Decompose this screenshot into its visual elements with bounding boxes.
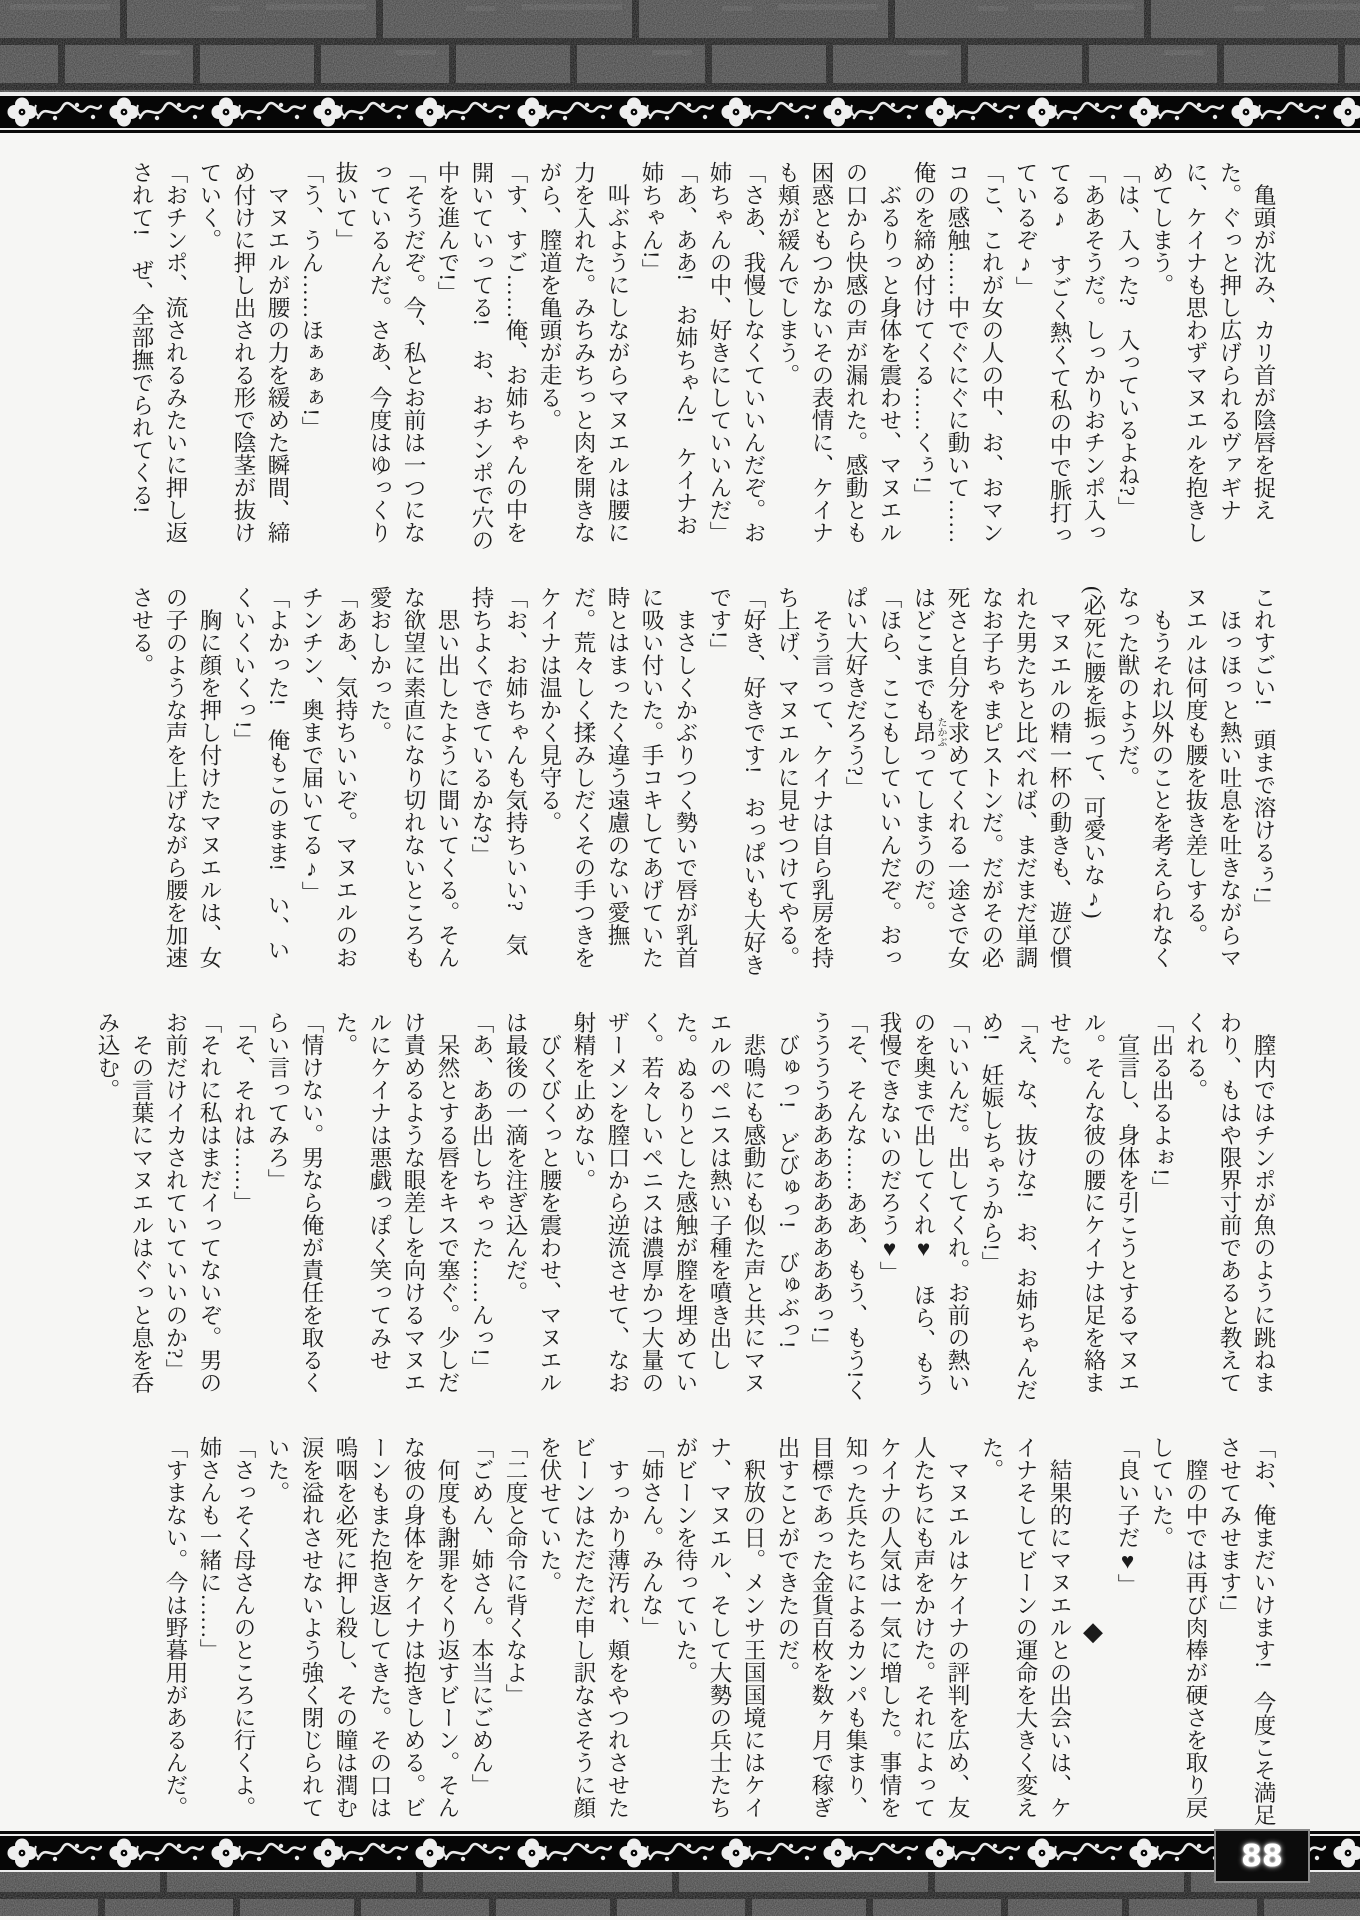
paragraph: 「お、俺まだいけます! 今度こそ満足させてみせます!」 — [1217, 1436, 1276, 1826]
paragraph: 「それに私はまだイってないぞ。男のお前だけイカされていていいのか?」 — [163, 1011, 222, 1394]
paragraph: 「いいんだ。出してくれ。お前の熱いのを奥まで出してくれ♥ ほら、もう我慢できないのだろう♥」 — [877, 1011, 970, 1396]
paragraph: 胸に顔を押し付けたマヌエルは、女の子のような声を上げながら腰を加速させる。 — [129, 586, 222, 969]
paragraph: マヌエルはケイナの評判を広め、友人たちにも声をかけた。それによってケイナの人気は一気に増した。事情を知った兵たちによるカンパも集まり、目標であった金貨百枚を数ヶ月で稼ぎ出すことができたのだ。 — [775, 1436, 970, 1819]
text-band-2 — [56, 586, 1280, 978]
paragraph: その言葉にマヌエルはぐっと息を呑み込む。 — [95, 1011, 154, 1394]
paragraph: 膣の中では再び肉棒が硬さを取り戻していた。 — [1149, 1436, 1208, 1819]
paragraph: 「う、うん……ほぁぁぁ!」 — [299, 161, 324, 439]
paragraph: 結果的にマヌエルとの出会いは、ケイナそしてビーンの運命を大きく変えた。 — [979, 1436, 1072, 1819]
paragraph: 「二度と命令に背くなよ」 — [503, 1436, 528, 1706]
paragraph: びくびくっと腰を震わせ、マヌエルは最後の一滴を注ぎ込んだ。 — [503, 1011, 562, 1394]
scene-break-mark: ◆ — [1079, 1617, 1108, 1647]
paragraph: 叫ぶようにしながらマヌエルは腰に力を入れた。みちみちっと肉を開きながら、膣道を亀頭が走る。 — [537, 161, 630, 544]
paragraph: 亀頭が沈み、カリ首が陰唇を捉えた。ぐっと押し広げられるヴァギナに、ケイナも思わずマヌエルを抱きしめてしまう。 — [1149, 161, 1276, 544]
paragraph: 呆然とする唇をキスで塞ぐ。少しだけ責めるような眼差しを向けるマヌエルにケイナは悪戯っぽく笑ってみせた。 — [333, 1011, 460, 1394]
paragraph: 「ああ、気持ちいいぞ。マヌエルのおチンチン、奥まで届いてる♪」 — [299, 586, 358, 969]
paragraph: 「そうだぞ。今、私とお前は一つになっているんだ。さあ、今度はゆっくり抜いて」 — [333, 161, 426, 544]
paragraph: ほっほっと熱い吐息を吐きながらマヌエルは何度も腰を抜き差しする。 — [1183, 586, 1242, 969]
brick-border-bottom — [0, 1872, 1360, 1916]
paragraph: 「よかった! 俺もこのまま! い、いくいくいくっ!」 — [231, 586, 290, 961]
page-number: 88 — [1241, 1838, 1283, 1874]
paragraph: 悲鳴にも感動にも似た声と共にマヌエルのペニスは熱い子種を噴き出した。ぬるりとした感触が膣を埋めていく。若々しいペニスは濃厚かつ大量のザーメンを膣口から逆流させて、なお射精を止めない。 — [571, 1011, 766, 1394]
paragraph: ぶるりっと身体を震わせ、マヌエルの口から快感の声が漏れた。感動とも困惑ともつかないその表情に、ケイナも頬が緩んでしまう。 — [775, 161, 902, 544]
text-band-4 — [56, 1436, 1280, 1828]
paragraph: 「出る出るよぉ!」 — [1149, 1011, 1174, 1199]
paragraph: 「は、入った? 入っているよね?」 — [1115, 161, 1140, 519]
floral-ornament-bottom — [0, 1836, 1360, 1874]
floral-pattern — [0, 1836, 1360, 1870]
text-band-3 — [56, 1011, 1280, 1403]
paragraph: 何度も謝罪をくり返すビーン。そんな彼の身体をケイナは抱きしめる。ビーンもまた抱き返してきた。その口は嗚咽を必死に押し殺し、その瞳は潤む涙を溢れさせないよう強く閉じられていた。 — [265, 1436, 460, 1819]
paragraph: これすごい! 頭まで溶けるぅ!」 — [1251, 586, 1276, 916]
text-band-1 — [56, 161, 1280, 553]
paragraph: 「ほら、ここもしていいんだぞ。おっぱい大好きだろう?」 — [843, 586, 902, 969]
paragraph: 「おチンポ、流されるみたいに押し返されて! ぜ、全部撫でられてくる! — [129, 161, 188, 544]
paragraph: 「え、な、抜けな! お、お姉ちゃんだめ! 妊娠しちゃうから!」 — [979, 1011, 1038, 1401]
page-body — [0, 133, 1360, 1831]
floral-pattern — [0, 96, 1360, 128]
paragraph: 「そ、それは……」 — [231, 1011, 256, 1214]
paragraph: 「好き、好きです! おっぱいも大好きです!」 — [707, 586, 766, 976]
paragraph: 「こ、これが女の人の中、お、おマンコの感触……中でぐにぐに動いて……俺のを締め付けてくる……くぅ!」 — [911, 161, 1004, 544]
paragraph: 「ごめん、姉さん。本当にごめん」 — [469, 1436, 494, 1796]
page-number-badge — [1214, 1829, 1310, 1883]
paragraph: 「良い子だ♥」 — [1115, 1436, 1140, 1596]
paragraph: マヌエルの精一杯の動きも、遊び慣れた男たちと比べれば、まだまだ単調なお子ちゃまピストンだ。だがその必死さと自分を求めてくれる一途さで女はどこまでも昂 たかぶってしまうのだ。 — [911, 586, 1072, 969]
paragraph: 「そ、そんな……ああ、もう、もう!くううううあああああああああっ!」 — [809, 1011, 868, 1401]
paragraph: もうそれ以外のことを考えられなくなった獣のようだ。 — [1115, 586, 1174, 969]
paragraph: 「情けない。男なら俺が責任を取るくらい言ってみろ」 — [265, 1011, 324, 1394]
paragraph: 「さあ、我慢しなくていいんだぞ。お姉ちゃんの中、好きにしていいんだ」 — [707, 161, 766, 544]
paragraph: マヌエルが腰の力を緩めた瞬間、締め付けに押し出される形で陰茎が抜けていく。 — [197, 161, 290, 544]
brick-border-top — [0, 0, 1360, 92]
paragraph: 「すまない。今は野暮用があるんだ。 — [163, 1436, 188, 1819]
paragraph: (必死に腰を振って、可愛いな♪) — [1081, 586, 1106, 919]
paragraph: 釈放の日。メンサ王国国境にはケイナ、マヌエル、そして大勢の兵士たちがビーンを待っていた。 — [673, 1436, 766, 1819]
paragraph: びゅっ! どびゅっ! びゅぶっ! — [775, 1011, 800, 1349]
paragraph: 「お、お姉ちゃんも気持ちいい? 気持ちよくできているかな?」 — [469, 586, 528, 956]
paragraph: そう言って、ケイナは自ら乳房を持ち上げ、マヌエルに見せつけてやる。 — [775, 586, 834, 969]
paragraph: 「ああそうだ。しっかりおチンポ入ってる♪ すごく熱くて私の中で脈打っているぞ♪」 — [1013, 161, 1106, 546]
paragraph: 思い出したように聞いてくる。そんな欲望に素直になり切れないところも愛おしかった。 — [367, 586, 460, 969]
paragraph: 膣内ではチンポが魚のように跳ねまわり、もはや限界寸前であると教えてくれる。 — [1183, 1011, 1276, 1394]
paragraph: まさしくかぶりつく勢いで唇が乳首に吸い付いた。手コキしてあげていた時とはまったく違う遠慮のない愛撫だ。荒々しく揉みしだくその手つきをケイナは温かく見守る。 — [537, 586, 698, 969]
floral-ornament-top — [0, 96, 1360, 128]
paragraph: 「さっそく母さんのところに行くよ。姉さんも一緒に……」 — [197, 1436, 256, 1819]
paragraph: 「す、すご……俺、お姉ちゃんの中を開いていってる! お、おチンポで穴の中を進んで!」 — [435, 161, 528, 551]
paragraph: 「あ、ああ! お姉ちゃん! ケイナお姉ちゃん!」 — [639, 161, 698, 536]
paragraph: 「姉さん。みんな」 — [639, 1436, 664, 1639]
paragraph: すっかり薄汚れ、頬をやつれさせたビーンはただただ申し訳なさそうに顔を伏せていた。 — [537, 1436, 630, 1819]
paragraph: 「あ、ああ出しちゃった……んっ!」 — [469, 1011, 494, 1379]
paragraph: 宣言し、身体を引こうとするマヌエル。そんな彼の腰にケイナは足を絡ませた。 — [1047, 1011, 1140, 1394]
